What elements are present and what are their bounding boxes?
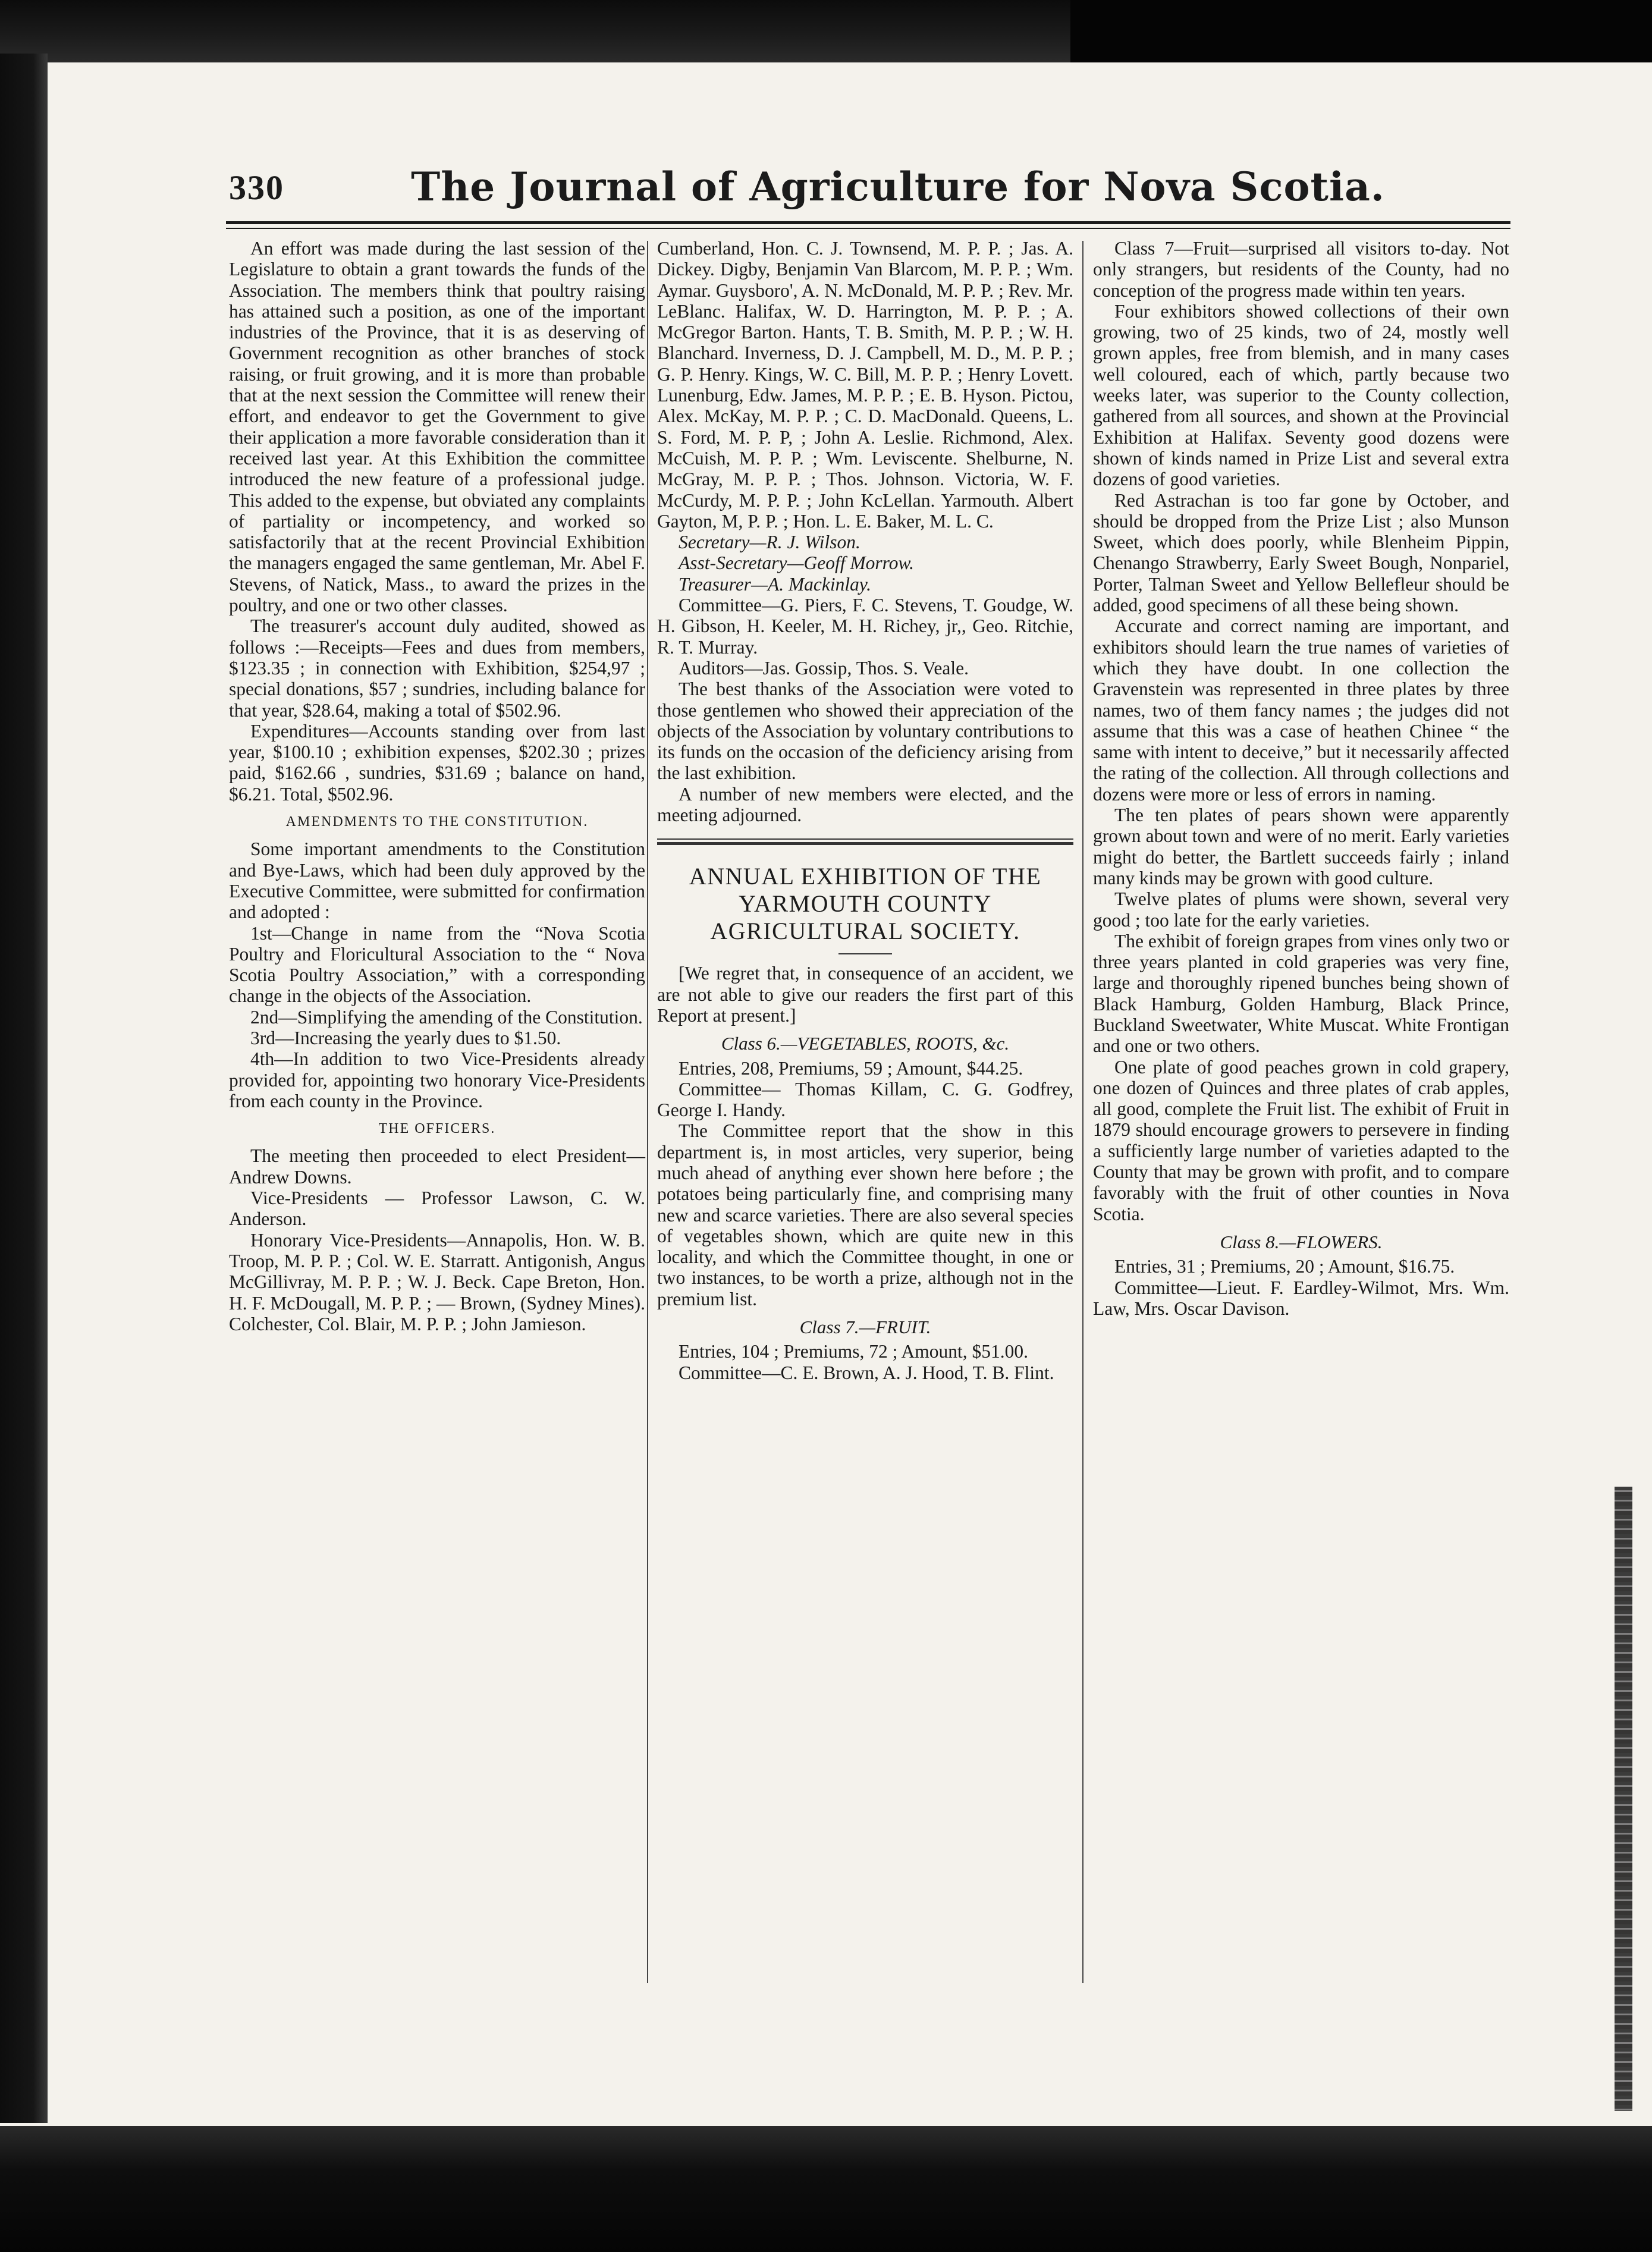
- paragraph: Entries, 31 ; Premiums, 20 ; Amount, $16.75.: [1114, 1256, 1455, 1277]
- paragraph: Class 7—Fruit—surprised all visitors to-day. Not only strangers, but residents of the County, had no conception of the progress made within ten years.: [1093, 238, 1509, 301]
- paragraph: 3rd—Increasing the yearly dues to $1.50.: [250, 1027, 561, 1048]
- class-heading: Class 6.—VEGETABLES, ROOTS, &c.: [721, 1033, 1010, 1054]
- paragraph: Secretary—R. J. Wilson.: [679, 532, 860, 553]
- section-heading: AMENDMENTS TO THE CONSTITUTION.: [285, 814, 589, 830]
- scan-border-bottom: [0, 2126, 1652, 2252]
- paragraph: Treasurer—A. Mackinlay.: [679, 573, 872, 595]
- paragraph: Committee—C. E. Brown, A. J. Hood, T. B. Flint.: [679, 1362, 1054, 1383]
- paragraph: Cumberland, Hon. C. J. Townsend, M. P. P. ; Jas. A. Dickey. Digby, Benjamin Van Blarcom, M. P. P. ; Wm. Aymar. Guysboro', A. N. McDonald, M. P. P. ; Rev. Mr. LeBlanc. Halifax, W. D. Harrington, M. P. P. ; A. McGregor Barton. Hants, T. B. Smith, M. P. P. ; W. H. Blanchard. Inverness, D. J. Campbell, M. D., M. P. P. ; G. P. Henry. Kings, W. C. Bill, M. P. P. ; Henry Lovett. Lunenburg, Edw. James, M. P. P. ; E. B. Hyson. Pictou, Alex. McKay, M. P. P. ; C. D. MacDonald. Queens, L. S. Ford, M. P. P, ; John A. Leslie. Richmond, Alex. McCuish, M. P. P. ; Wm. Leviscente. Shelburne, N. McGray, M. P. P. ; Thos. Johnson. Victoria, W. F. McCurdy, M. P. P. ; John KcLellan. Yarmouth. Albert Gayton, M, P. P. ; Hon. L. E. Baker, M. L. C.: [657, 238, 1073, 532]
- paragraph: Red Astrachan is too far gone by October, and should be dropped from the Prize List ; also Munson Sweet, which does poorly, while Blenheim Pippin, Chenango Strawberry, Early Sweet Bough, Nonpariel, Porter, Talman Sweet and Yellow Bellefleur should be added, good specimens of all these being shown.: [1093, 489, 1509, 616]
- paragraph: The treasurer's account duly audited, showed as follows :—Receipts—Fees and dues from members, $123.35 ; in connection with Exhibition, $254,97 ; special donations, $57 ; sundries, including balance for that year, $28.64, making a total of $502.96.: [229, 615, 645, 721]
- scan-border-top: [0, 0, 1652, 62]
- section-rule: [657, 838, 1073, 840]
- paragraph: One plate of good peaches grown in cold grapery, one dozen of Quinces and three plates of crab apples, all good, complete the Fruit list. The exhibit of Fruit in 1879 should encourage growers to persevere in finding a sufficiently large number of varieties adapted to the County that may be grown with profit, and to compare favorably with the fruit of other counties in Nova Scotia.: [1093, 1056, 1509, 1224]
- paragraph: Vice-Presidents — Professor Lawson, C. W. Anderson.: [229, 1188, 645, 1230]
- paragraph: Auditors—Jas. Gossip, Thos. S. Veale.: [679, 657, 969, 679]
- paragraph: The meeting then proceeded to elect President—Andrew Downs.: [229, 1145, 645, 1188]
- page-number: 330: [229, 168, 284, 207]
- paragraph: Asst-Secretary—Geoff Morrow.: [679, 552, 915, 574]
- class-heading: Class 7.—FRUIT.: [799, 1317, 931, 1338]
- column-1: [229, 238, 645, 1334]
- paragraph: Expenditures—Accounts standing over from last year, $100.10 ; exhibition expenses, $202.30 ; prizes paid, $162.66 , sundries, $31.69 ; balance on hand, $6.21. Total, $502.96.: [229, 720, 645, 805]
- paragraph: Committee—G. Piers, F. C. Stevens, T. Goudge, W. H. Gibson, H. Keeler, M. H. Richey, jr,, Geo. Ritchie, R. T. Murray.: [657, 595, 1073, 658]
- column-2: [657, 238, 1073, 1383]
- section-rule: [657, 842, 1073, 845]
- paragraph: Some important amendments to the Constitution and Bye-Laws, which had been duly approved by the Executive Committee, were submitted for confirmation and adopted :: [229, 838, 645, 923]
- running-title: The Journal of Agriculture for Nova Scotia.: [411, 164, 1385, 210]
- paragraph: [We regret that, in consequence of an accident, we are not able to give our readers the first part of this Report at present.]: [657, 963, 1073, 1026]
- paragraph: Entries, 208, Premiums, 59 ; Amount, $44.25.: [679, 1057, 1023, 1079]
- paragraph: Entries, 104 ; Premiums, 72 ; Amount, $51.00.: [679, 1341, 1028, 1362]
- paragraph: The best thanks of the Association were voted to those gentlemen who showed their appreciation of the objects of the Association by voluntary contributions to its funds on the occasion of the deficiency arising from the last exhibition.: [657, 679, 1073, 784]
- paragraph: Committee— Thomas Killam, C. G. Godfrey, George I. Handy.: [657, 1078, 1073, 1121]
- paragraph: 2nd—Simplifying the amending of the Constitution.: [250, 1006, 643, 1028]
- paragraph: An effort was made during the last session of the Legislature to obtain a grant towards the funds of the Association. The members think that poultry raising has attained such a position, as one of the important industries of the Province, that it is as deserving of Government recognition as other branches of stock raising, or fruit growing, and it is more than probable that at the next session the Committee will renew their effort, and endeavor to get the Government to give their application a more favorable consideration than it received last year. At this Exhibition the committee introduced the new feature of a professional judge. This added to the expense, but obviated any complaints of partiality or incompetency, and worked so satisfactorily that at the recent Provincial Exhibition the managers engaged the same gentleman, Mr. Abel F. Stevens, of Natick, Mass., to award the prizes in the poultry, and one or two other classes.: [229, 238, 645, 616]
- section-heading: THE OFFICERS.: [378, 1121, 496, 1137]
- paragraph: Twelve plates of plums were shown, several very good ; too late for the early varieties.: [1093, 888, 1509, 931]
- paragraph: 4th—In addition to two Vice-Presidents already provided for, appointing two honorary Vice-Presidents from each county in the Province.: [229, 1048, 645, 1111]
- column-rule-left: [647, 241, 648, 1983]
- paragraph: The ten plates of pears shown were apparently grown about town and were of no merit. Early varieties might do better, the Bartlett succeeds fairly ; inland many kinds may be grown with good culture.: [1093, 805, 1509, 888]
- column-rule-right: [1082, 241, 1083, 1983]
- paragraph: A number of new members were elected, and the meeting adjourned.: [657, 783, 1073, 826]
- short-rule: [838, 953, 892, 954]
- class-heading: Class 8.—FLOWERS.: [1220, 1231, 1383, 1252]
- paragraph: Four exhibitors showed collections of their own growing, two of 25 kinds, two of 24, mostly well grown apples, free from blemish, and in many cases well coloured, each of which, partly because two weeks later, was superior to the County collection, gathered from all sources, and shown at the Provincial Exhibition at Halifax. Seventy good dozens were shown of kinds named in Prize List and several extra dozens of good varieties.: [1093, 300, 1509, 490]
- column-3: [1093, 238, 1509, 1319]
- paragraph: The exhibit of foreign grapes from vines only two or three years planted in cold graperies was very fine, large and thoroughly ripened bunches being shown of Black Hamburg, Golden Hamburg, Black Prince, Buckland Sweetwater, White Muscat. White Frontigan and one or two others.: [1093, 930, 1509, 1057]
- paragraph: Committee—Lieut. F. Eardley-Wilmot, Mrs. Wm. Law, Mrs. Oscar Davison.: [1093, 1277, 1509, 1319]
- article-heading: ANNUAL EXHIBITION OF THE YARMOUTH COUNTY AGRICULTURAL SOCIETY.: [689, 863, 1042, 945]
- header-rule: [226, 221, 1510, 229]
- paragraph: 1st—Change in name from the “Nova Scotia Poultry and Floricultural Association to the “ Nova Scotia Poultry Association,” with a corresponding change in the objects of the Association.: [229, 922, 645, 1007]
- paragraph: Accurate and correct naming are important, and exhibitors should learn the true names of varieties of which they have doubt. In one collection the Gravenstein was represented in three plates by three names, two of them fancy names ; the judges did not assume that this was a case of heathen Chinee “ the same with intent to deceive,” but it necessarily affected the rating of the collection. All through collections and dozens were more or less of errors in naming.: [1093, 615, 1509, 805]
- paragraph: The Committee report that the show in this department is, in most articles, very superior, being much ahead of anything ever shown here before ; the potatoes being particularly fine, and comprising many new and scarce varieties. There are also several species of vegetables shown, which are quite new in this locality, and which the Committee thought, in one or two instances, to be worth a prize, although not in the premium list.: [657, 1120, 1073, 1309]
- paragraph: Honorary Vice-Presidents—Annapolis, Hon. W. B. Troop, M. P. P. ; Col. W. E. Starratt. Antigonish, Angus McGillivray, M. P. P. ; W. J. Beck. Cape Breton, Hon. H. F. McDougall, M. P. P. ; — Brown, (Sydney Mines). Colchester, Col. Blair, M. P. P. ; John Jamieson.: [229, 1229, 645, 1334]
- scan-edge-mark: [1615, 1487, 1632, 2111]
- scan-border-left: [0, 54, 48, 2123]
